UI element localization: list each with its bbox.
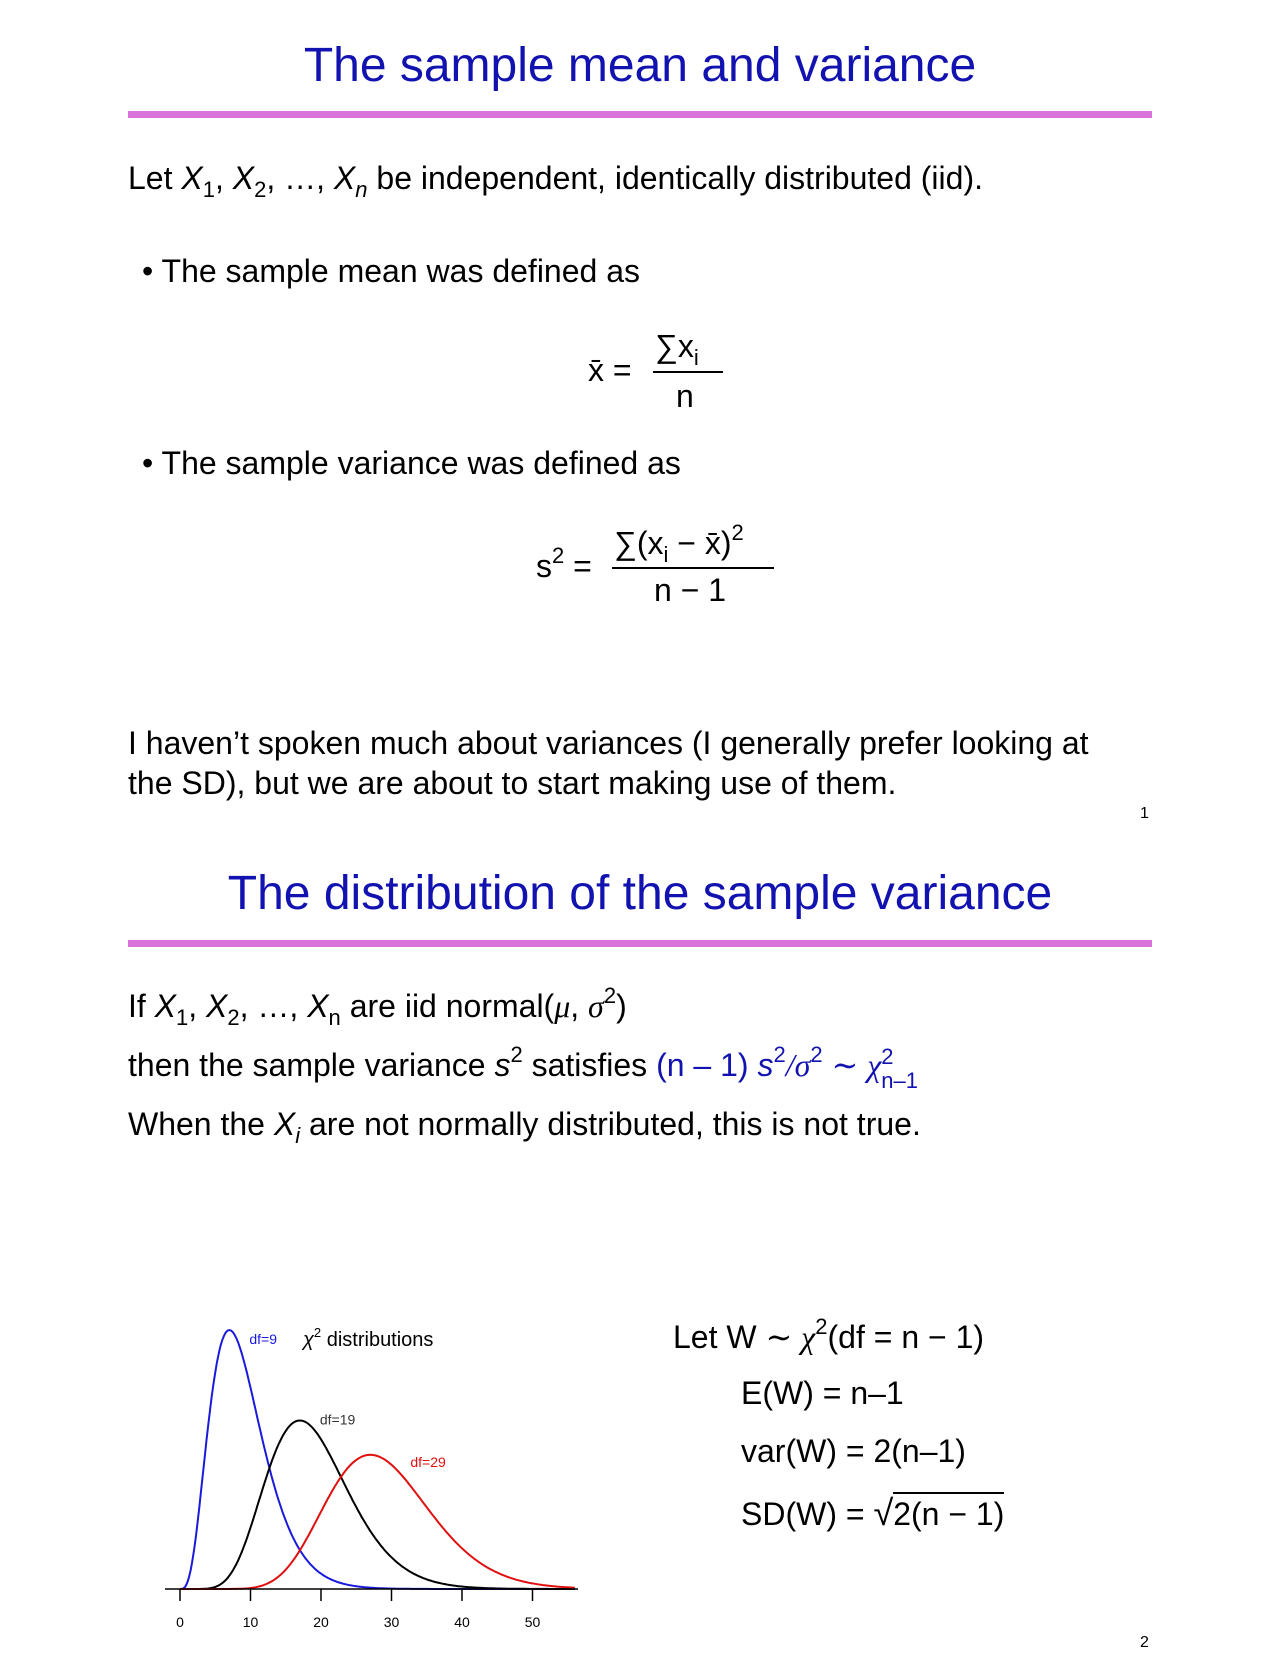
slide2-line3: When the $X_i$ are not normally distributed, this is not true. <box>128 1106 921 1148</box>
variance-w: var(W) = 2(n–1) <box>741 1433 966 1469</box>
chart-title: $\chi^2$ distributions <box>303 1325 434 1351</box>
series-label-df19: df=19 <box>319 1411 356 1428</box>
sd-w: SD(W) = √2(n − 1) <box>741 1492 1005 1533</box>
x-tick-label: 40 <box>454 1614 470 1630</box>
bullet-icon: • <box>142 253 154 289</box>
x-tick-label: 30 <box>383 1614 400 1630</box>
variance-fraction-bar <box>612 567 774 569</box>
variance-formula-denominator: n − 1 <box>654 572 727 608</box>
bullet-mean: • The sample mean was defined as <box>142 253 640 289</box>
curve-df19 <box>180 1421 575 1590</box>
x-tick-label: 50 <box>524 1614 541 1630</box>
closing-line-1: I haven’t spoken much about variances (I generally prefer looking at <box>128 725 1089 761</box>
slide2-title: The distribution of the sample variance <box>227 867 1053 920</box>
variance-formula-lhs: $s^2$ = <box>536 543 592 584</box>
x-tick-label: 0 <box>176 1614 184 1630</box>
slide2-title-rule <box>128 940 1152 947</box>
series-label-df9: df=9 <box>249 1331 277 1347</box>
series-label-df29: df=29 <box>410 1453 446 1470</box>
chi-square-relation: (n – 1) $s^2/\sigma^2$ ∼ χ 2 n–1 <box>656 1042 918 1093</box>
page-number-1: 1 <box>1140 805 1149 822</box>
x-tick-label: 20 <box>313 1614 329 1630</box>
bullet-icon: • <box>142 445 154 481</box>
closing-line-2: the SD), but we are about to start making use of them. <box>128 765 897 801</box>
curve-df29 <box>180 1455 575 1589</box>
square-root-sign: √ <box>873 1492 894 1533</box>
slide2-line1: If $X_1$, $X_2$, …, $X_n$ are iid normal(μ, $\sigma^2$) <box>128 983 627 1030</box>
w-definition: Let W ∼ $\chi^2(df = n - 1)$ <box>673 1314 985 1355</box>
mean-formula-denominator: n <box>676 378 694 414</box>
slide2-line2: then the sample variance $s^2$ satisfies (n – 1) $s^2/\sigma^2$ ∼ χ 2 n–1 <box>128 1042 918 1093</box>
mean-formula-numerator: $\sum x_i$ <box>655 328 699 370</box>
mean-formula-lhs: x̄ = <box>588 352 632 388</box>
chi-square-chart <box>150 1300 590 1646</box>
bullet-variance: • The sample variance was defined as <box>142 445 681 481</box>
slide1-intro: Let $X_1$, $X_2$, …, $X_n$ be independent, identically distributed (iid). <box>128 160 983 202</box>
expectation-w: E(W) = n–1 <box>741 1375 904 1411</box>
variance-formula-numerator: $\sum(x_i$ − x̄)$^2$ <box>614 520 744 567</box>
curve-df9 <box>180 1330 575 1589</box>
slide1-title-rule <box>128 111 1152 118</box>
slide1-title: The sample mean and variance <box>303 39 977 92</box>
x-tick-label: 10 <box>242 1614 259 1630</box>
mean-fraction-bar <box>653 371 723 373</box>
page-number-2: 2 <box>1140 1634 1149 1651</box>
